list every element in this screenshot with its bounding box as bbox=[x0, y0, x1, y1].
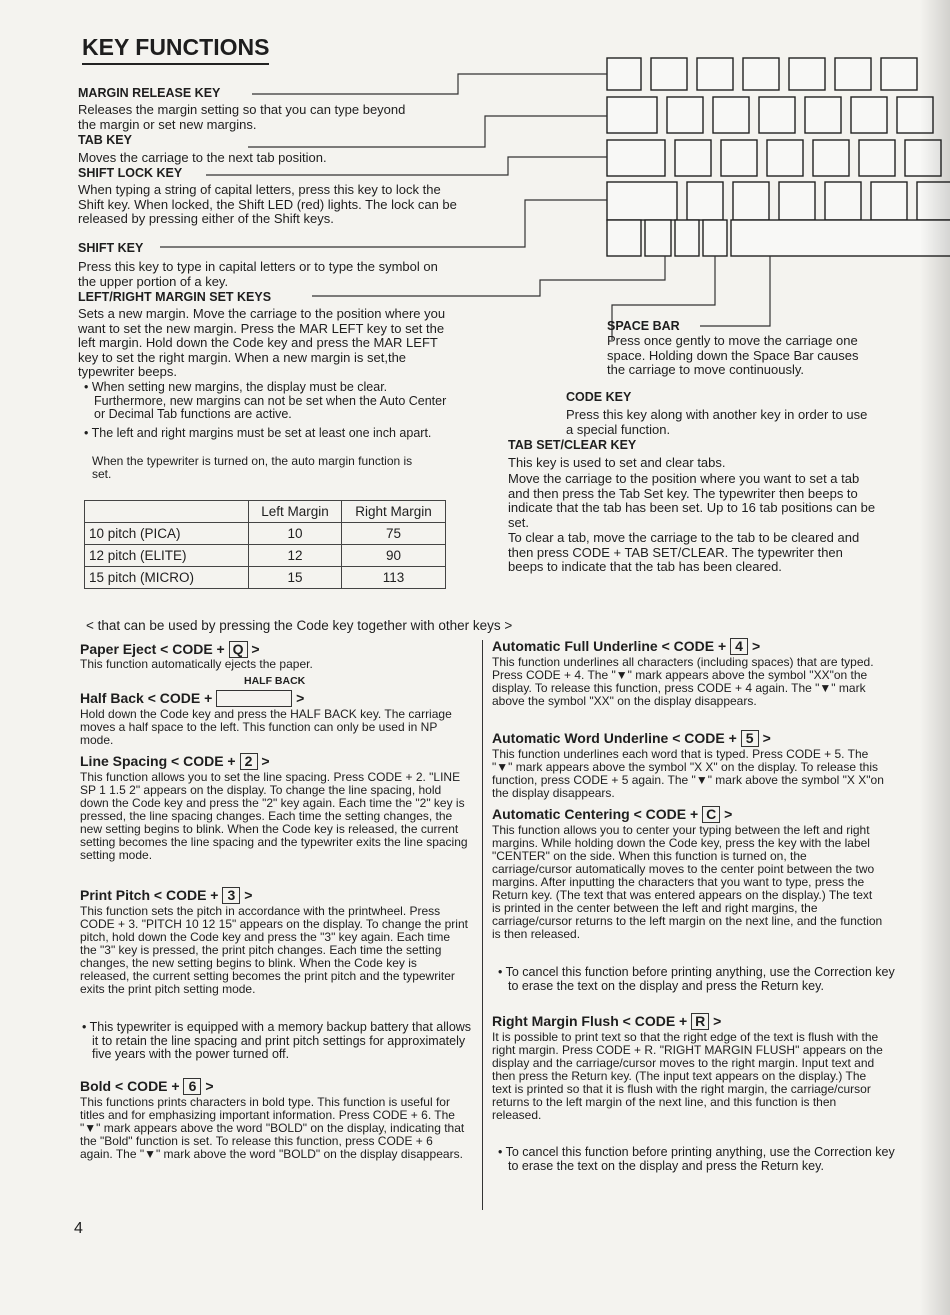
tab-set-text-1: This key is used to set and clear tabs. bbox=[508, 455, 726, 470]
table-header-row bbox=[85, 501, 446, 523]
print-pitch-heading: Print Pitch < CODE + 3 > bbox=[80, 887, 253, 903]
right-flush-heading: Right Margin Flush < CODE + R > bbox=[492, 1013, 722, 1029]
table-cell: 10 pitch (PICA) bbox=[85, 523, 249, 545]
half-back-heading: Half Back < CODE + > bbox=[80, 690, 305, 706]
margin-release-text: Releases the margin setting so that you can type beyond the margin or set new margins. bbox=[78, 102, 406, 132]
table-cell: 15 bbox=[249, 567, 342, 589]
paper-eject-text: This function automatically ejects the paper. bbox=[80, 657, 313, 671]
half-back-key-icon bbox=[216, 690, 292, 707]
space-bar-heading: SPACE BAR bbox=[607, 319, 680, 333]
line-spacing-text: This function allows you to set the line spacing. Press CODE + 2. "LINE SP 1 1.5 2" appears on the display. To change the line spacing, hold down the Code key and press the "2" key again. Each time the "2" key is pressed, the line spacing changes. Each time the setting changes, the new setting begins to blink. When the Code key is released, the current setting becomes the line spacing and the typewriter exits the line spacing setting mode. bbox=[80, 770, 468, 862]
tab-set-heading: TAB SET/CLEAR KEY bbox=[508, 438, 637, 452]
table-header-cell: Right Margin bbox=[342, 501, 446, 523]
word-underline-heading: Automatic Word Underline < CODE + 5 > bbox=[492, 730, 771, 746]
table-cell: 10 bbox=[249, 523, 342, 545]
line-spacing-heading: Line Spacing < CODE + 2 > bbox=[80, 753, 270, 769]
tab-key-heading: TAB KEY bbox=[78, 133, 132, 147]
full-underline-heading: Automatic Full Underline < CODE + 4 > bbox=[492, 638, 761, 654]
table-row bbox=[85, 567, 446, 589]
table-row bbox=[85, 545, 446, 567]
six-key-icon: 6 bbox=[183, 1078, 201, 1095]
code-key-text: Press this key along with another key in order to use a special function. bbox=[566, 407, 868, 437]
column-divider bbox=[482, 640, 483, 1210]
code-key-heading: CODE KEY bbox=[566, 390, 632, 404]
half-back-key-label: HALF BACK bbox=[244, 675, 306, 687]
two-key-icon: 2 bbox=[240, 753, 258, 770]
table-cell: 12 pitch (ELITE) bbox=[85, 545, 249, 567]
table-cell: 75 bbox=[342, 523, 446, 545]
table-cell: 15 pitch (MICRO) bbox=[85, 567, 249, 589]
margin-set-note: When the typewriter is turned on, the auto margin function is set. bbox=[92, 454, 413, 481]
q-key-icon: Q bbox=[229, 641, 248, 658]
centering-bullet: • To cancel this function before printing anything, use the Correction key to erase the text on the display and press the Return key. bbox=[498, 965, 895, 993]
centering-text: This function allows you to center your typing between the left and right margins. While holding down the Code key, press the key with the label "CENTER" on the side. When this function is turned on, the carriage/cursor automatically moves to the center point between the two margins. After inputting the characters that you want to type, press the Return key. (The text that was entered appears on the display.) The text is printed in the center between the left and right margins, the carriage/cursor returns to the left margin on the next line, and the function is then released. bbox=[492, 823, 883, 941]
word-underline-text: This function underlines each word that is typed. Press CODE + 5. The "▼" mark appears above the symbol "X X" on the display. To release this function, press CODE + 5 again. The "▼" mark above the symbol "X X"on the display disappears. bbox=[492, 747, 884, 800]
print-pitch-bullet: • This typewriter is equipped with a memory backup battery that allows it to retain the line spacing and print pitch settings for approximately five years with the power turned off. bbox=[82, 1020, 472, 1061]
space-bar-text: Press once gently to move the carriage one space. Holding down the Space Bar causes the carriage to move continuously. bbox=[607, 333, 859, 377]
bold-text: This functions prints characters in bold type. This function is useful for titles and for emphasizing important information. Press CODE + 6. The "▼" mark appears above the word "BOLD" on the display, indicating that the "Bold" function is set. To release this function, press CODE + 6 again. The "▼" mark above the word "BOLD" on the display disappears. bbox=[80, 1095, 465, 1161]
table-cell: 113 bbox=[342, 567, 446, 589]
margin-set-bullet-2: • The left and right margins must be set at least one inch apart. bbox=[84, 426, 432, 440]
tab-set-text-2: Move the carriage to the position where you want to set a tab and then press the Tab Set key. The typewriter then beeps to indicate that the tab has been set. Up to 16 tab positions can be set. bbox=[508, 471, 876, 530]
tab-set-text-3: To clear a tab, move the carriage to the tab to be cleared and then press CODE + TAB SET/CLEAR. The typewriter then beeps to indicate that the tab has been cleared. bbox=[508, 530, 860, 574]
margin-release-heading: MARGIN RELEASE KEY bbox=[78, 86, 221, 100]
table-cell: 90 bbox=[342, 545, 446, 567]
margin-set-heading: LEFT/RIGHT MARGIN SET KEYS bbox=[78, 290, 272, 304]
margin-set-text: Sets a new margin. Move the carriage to the position where you want to set the new margin. Press the MAR LEFT key to set the left margin. Hold down the Code key and press the MAR LEFT key to set the right margin. When a new margin is set,the typewriter beeps. bbox=[78, 306, 446, 379]
page-title: KEY FUNCTIONS bbox=[82, 34, 269, 65]
c-key-icon: C bbox=[702, 806, 720, 823]
right-flush-text: It is possible to print text so that the right edge of the text is flush with the right margin. Press CODE + R. "RIGHT MARGIN FLUSH" appears on the display and the carriage/cursor moves to the right margin. Input text and then press the Return key. (The input text appears on the display.) The text is printed so that it is flush with the right margin, the carriage/cursor returns to the left margin of the next line, and this function is then released. bbox=[492, 1030, 883, 1122]
print-pitch-text: This function sets the pitch in accordance with the printwheel. Press CODE + 3. "PITCH 10 12 15" appears on the display. To change the print pitch, hold down the Code key and press the "3" key again. Each time the "3" key is pressed, the print pitch changes. Each time the setting changes, the new setting begins to blink. When the Code key is released, the current setting becomes the print pitch and the typewriter exits the print pitch setting mode. bbox=[80, 904, 468, 996]
five-key-icon: 5 bbox=[741, 730, 759, 747]
centering-heading: Automatic Centering < CODE + C > bbox=[492, 806, 733, 822]
page-number: 4 bbox=[74, 1220, 83, 1237]
three-key-icon: 3 bbox=[222, 887, 240, 904]
bold-heading: Bold < CODE + 6 > bbox=[80, 1078, 214, 1094]
tab-key-text: Moves the carriage to the next tab position. bbox=[78, 150, 327, 165]
shift-key-text: Press this key to type in capital letters or to type the symbol on the upper portion of a key. bbox=[78, 259, 438, 289]
table-row bbox=[85, 523, 446, 545]
table-header-cell bbox=[85, 501, 249, 523]
shift-key-heading: SHIFT KEY bbox=[78, 241, 144, 255]
margin-set-bullet-1: • When setting new margins, the display must be clear. Furthermore, new margins can not be set when the Auto Center or Decimal Tab functions are active. bbox=[84, 380, 447, 421]
code-functions-intro: < that can be used by pressing the Code key together with other keys > bbox=[86, 618, 513, 633]
table-cell: 12 bbox=[249, 545, 342, 567]
shift-lock-heading: SHIFT LOCK KEY bbox=[78, 166, 183, 180]
page-edge-shadow bbox=[920, 0, 950, 1315]
right-flush-bullet: • To cancel this function before printing anything, use the Correction key to erase the text on the display and press the Return key. bbox=[498, 1145, 895, 1173]
table-header-cell: Left Margin bbox=[249, 501, 342, 523]
half-back-text: Hold down the Code key and press the HALF BACK key. The carriage moves a half space to the left. This function can only be used in NP mode. bbox=[80, 707, 452, 747]
r-key-icon: R bbox=[691, 1013, 709, 1030]
paper-eject-heading: Paper Eject < CODE + Q > bbox=[80, 641, 260, 657]
shift-lock-text: When typing a string of capital letters, press this key to lock the Shift key. When locked, the Shift LED (red) lights. The lock can be released by pressing either of the Shift keys. bbox=[78, 182, 457, 226]
margin-table bbox=[84, 500, 446, 589]
full-underline-text: This function underlines all characters (including spaces) that are typed. Press CODE + 4. The "▼" mark appears above the symbol "XX"on the display. To release this function, press CODE + 4 again. The "▼" mark above the symbol "XX" on the display disappears. bbox=[492, 655, 874, 708]
four-key-icon: 4 bbox=[730, 638, 748, 655]
